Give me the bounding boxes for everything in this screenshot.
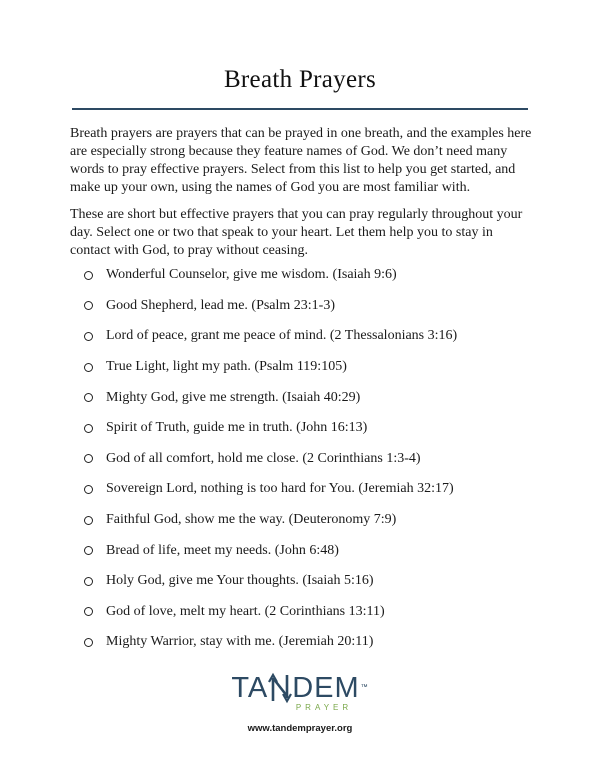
circle-bullet-icon bbox=[84, 363, 93, 372]
circle-bullet-icon bbox=[84, 332, 93, 341]
prayer-text: God of all comfort, hold me close. (2 Corinthians 1:3-4) bbox=[106, 450, 421, 466]
list-item bbox=[84, 382, 457, 413]
logo-text-right: DEM bbox=[292, 672, 360, 704]
circle-bullet-icon bbox=[84, 301, 93, 310]
circle-bullet-icon bbox=[84, 271, 93, 280]
prayer-text: Holy God, give me Your thoughts. (Isaiah 5:16) bbox=[106, 573, 374, 589]
list-item bbox=[84, 535, 457, 566]
website-link[interactable]: www.tandemprayer.org bbox=[247, 723, 353, 734]
list-item bbox=[84, 260, 457, 291]
prayer-text: Mighty Warrior, stay with me. (Jeremiah 20:11) bbox=[106, 634, 374, 650]
prayer-text: Lord of peace, grant me peace of mind. (2 Thessalonians 3:16) bbox=[106, 328, 458, 344]
prayer-text: Sovereign Lord, nothing is too hard for You. (Jeremiah 32:17) bbox=[106, 481, 454, 497]
prayer-text: Bread of life, meet my needs. (John 6:48) bbox=[106, 542, 339, 558]
circle-bullet-icon bbox=[84, 638, 93, 647]
circle-bullet-icon bbox=[84, 577, 93, 586]
logo-subtitle: PRAYER bbox=[295, 703, 353, 712]
prayer-text: Spirit of Truth, guide me in truth. (John 16:13) bbox=[106, 420, 368, 436]
logo-wordmark bbox=[231, 672, 368, 704]
list-item bbox=[84, 321, 457, 352]
list-item bbox=[84, 566, 457, 597]
usage-paragraph: These are short but effective prayers that you can pray regularly throughout your day. Select one or two that speak to your heart. Let them help you to stay in contact with God, to pray without ceasing. bbox=[70, 207, 523, 258]
circle-bullet-icon bbox=[84, 454, 93, 463]
circle-bullet-icon bbox=[84, 607, 93, 616]
intro-paragraph: Breath prayers are prayers that can be prayed in one breath, and the examples here are especially strong because they feature names of God. We don’t need many words to pray effective prayers. Select from this list to help you get started, and make up your own, using the names of God you are most familiar with. bbox=[70, 126, 532, 195]
logo-text-left: TA bbox=[231, 672, 269, 704]
prayer-text: Good Shepherd, lead me. (Psalm 23:1-3) bbox=[106, 297, 336, 313]
list-item bbox=[84, 597, 457, 628]
prayer-text: Faithful God, show me the way. (Deuteronomy 7:9) bbox=[106, 512, 397, 528]
circle-bullet-icon bbox=[84, 424, 93, 433]
circle-bullet-icon bbox=[84, 393, 93, 402]
circle-bullet-icon bbox=[84, 546, 93, 555]
tandem-logo bbox=[0, 672, 600, 712]
circle-bullet-icon bbox=[84, 485, 93, 494]
prayer-text: God of love, melt my heart. (2 Corinthians 13:11) bbox=[106, 603, 385, 619]
list-item bbox=[84, 627, 457, 658]
list-item bbox=[84, 444, 457, 475]
arrows-n-icon bbox=[268, 672, 292, 704]
list-item bbox=[84, 474, 457, 505]
prayer-text: True Light, light my path. (Psalm 119:105) bbox=[106, 359, 347, 375]
list-item bbox=[84, 291, 457, 322]
prayer-text: Mighty God, give me strength. (Isaiah 40:29) bbox=[106, 389, 361, 405]
list-item bbox=[84, 505, 457, 536]
prayer-list bbox=[84, 260, 457, 658]
page-title: Breath Prayers bbox=[223, 66, 377, 93]
prayer-text: Wonderful Counselor, give me wisdom. (Isaiah 9:6) bbox=[106, 267, 397, 283]
title-divider bbox=[72, 108, 528, 110]
list-item bbox=[84, 413, 457, 444]
trademark-mark: ™ bbox=[360, 684, 369, 691]
circle-bullet-icon bbox=[84, 516, 93, 525]
list-item bbox=[84, 352, 457, 383]
